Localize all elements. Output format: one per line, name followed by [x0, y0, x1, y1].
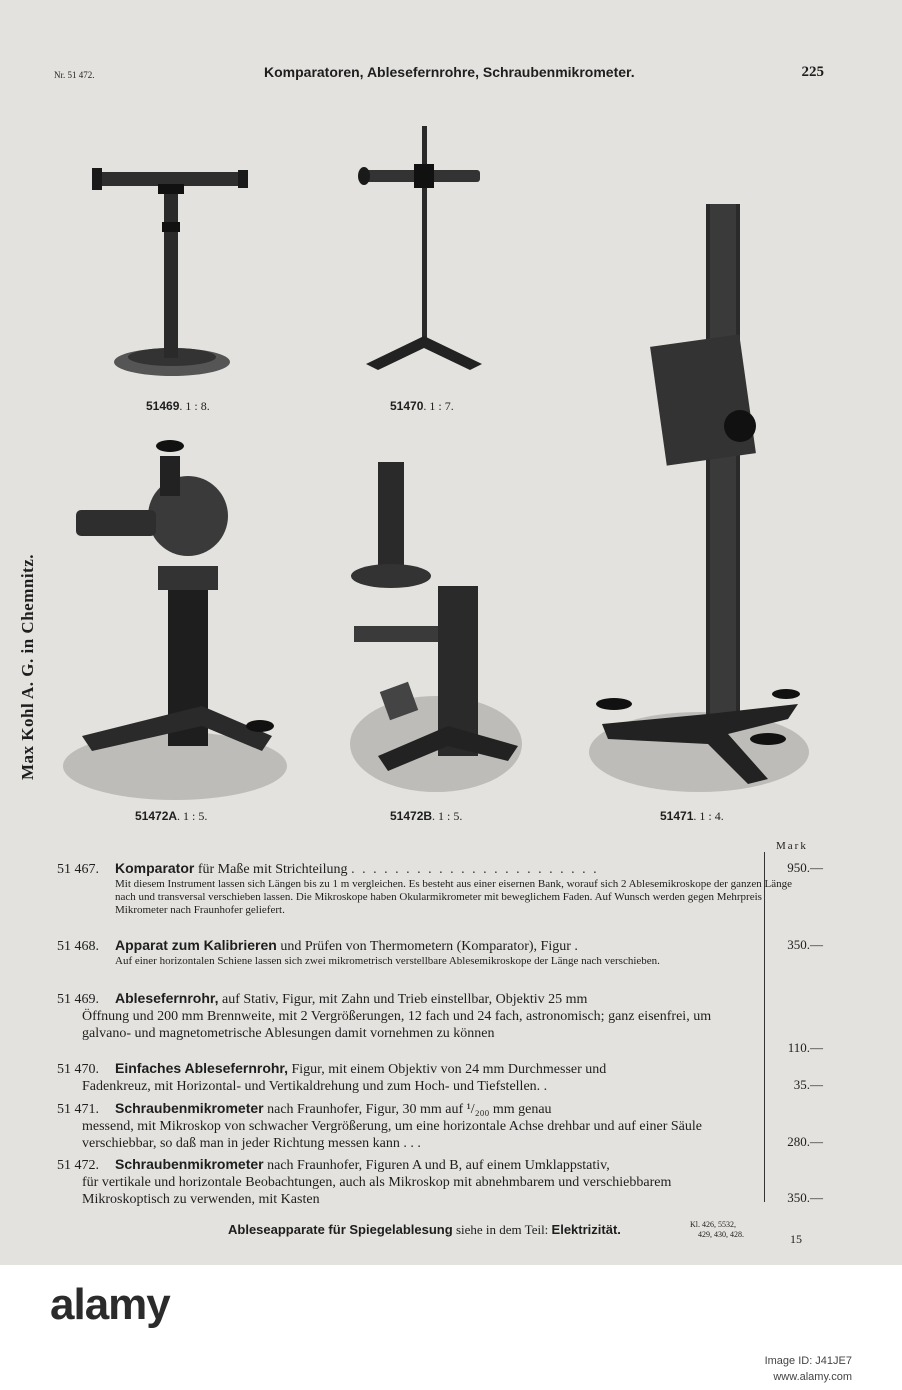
- figure-scale: 1 : 8.: [185, 399, 210, 413]
- page-header: [54, 64, 824, 84]
- class-numbers: [690, 1220, 744, 1240]
- entry-text: nach Fraunhofer, Figuren A und B, auf einem Umklappstativ,: [263, 1158, 610, 1173]
- entry-body: Fadenkreuz, mit Horizontal- und Vertikaldrehung und zum Hoch- und Tiefstellen. .: [82, 1079, 548, 1094]
- figure-caption: 51471. 1 : 4.: [660, 809, 724, 823]
- figure-id: 51469: [146, 399, 180, 413]
- catalog-entry: [57, 937, 827, 968]
- entry-number: 51 470.: [57, 1062, 99, 1077]
- class-numbers-line: 429, 430, 428.: [698, 1230, 744, 1239]
- entry-name: Komparator: [115, 860, 195, 876]
- figure-id: 51472B: [390, 809, 433, 823]
- figure-id: 51472A: [135, 809, 178, 823]
- entry-name: Schraubenmikrometer: [115, 1156, 264, 1172]
- footer-bold-b: Elektrizität.: [551, 1222, 621, 1237]
- figure-scale: 1 : 5.: [438, 809, 463, 823]
- entry-number: 51 468.: [57, 939, 99, 954]
- entry-name: Ablesefernrohr,: [115, 990, 219, 1006]
- footer-middle: siehe in dem Teil:: [452, 1222, 552, 1237]
- illustration-51471-screw-micrometer: [588, 204, 810, 800]
- entry-number: 51 472.: [57, 1158, 99, 1173]
- entry-price: 350.—: [787, 1190, 823, 1205]
- entry-name: Einfaches Ablesefernrohr,: [115, 1060, 288, 1076]
- figure-scale: 1 : 7.: [429, 399, 454, 413]
- figure-caption: 51469. 1 : 8.: [146, 399, 210, 413]
- entry-text: auf Stativ, Figur, mit Zahn und Trieb einstellbar, Objektiv 25 mm: [218, 992, 588, 1007]
- entry-text: und Prüfen von Thermometern (Komparator), Figur .: [276, 939, 578, 954]
- entry-text: nach Fraunhofer, Figur, 30 mm auf ¹/₂₀₀ mm genau: [263, 1102, 552, 1117]
- entry-number: 51 467.: [57, 862, 99, 877]
- illustration-51470-simple-telescope: [354, 126, 484, 376]
- catalog-entry: [57, 1060, 827, 1095]
- illustration-51472a-micrometer: [62, 436, 288, 802]
- entry-text: für Maße mit Strichteilung: [194, 862, 348, 877]
- side-publisher-text: Max Kohl A. G. in Chemnitz.: [18, 553, 37, 780]
- footer-bold-a: Ableseapparate für Spiegelablesung: [228, 1222, 453, 1237]
- leader-dots: . . . . . . . . . . . . . . . . . . . . . . .: [351, 862, 599, 877]
- entry-number: 51 469.: [57, 992, 99, 1007]
- footer-note: [228, 1222, 621, 1238]
- class-numbers-line: Kl. 426, 5532,: [690, 1220, 736, 1229]
- entry-name: Apparat zum Kalibrieren: [115, 937, 277, 953]
- figure-caption: 51470. 1 : 7.: [390, 399, 454, 413]
- entry-body: Öffnung und 200 mm Brennweite, mit 2 Vergrößerungen, 12 fach und 24 fach, astronomisch; ganz eisenfrei, um galvano- und magnetometrische Ablesungen damit vornehmen zu können: [82, 1009, 712, 1041]
- figure-caption: 51472B. 1 : 5.: [390, 809, 463, 823]
- entry-price: 350.—: [787, 937, 823, 952]
- figure-scale: 1 : 4.: [699, 809, 724, 823]
- figure-caption: 51472A. 1 : 5.: [135, 809, 208, 823]
- entry-body: messend, mit Mikroskop von schwacher Vergrößerung, um eine horizontale Achse drehbar und auf einer Säule verschiebbar, so daß man in jeder Richtung messen kann . . .: [82, 1119, 702, 1151]
- leaf-number: 15: [790, 1232, 802, 1246]
- entry-note: Mit diesem Instrument lassen sich Längen bis zu 1 m vergleichen. Es besteht aus einer eisernen Bank, worauf sich 2 Ablesemikroskope der ganzen Länge nach und transversal verschieben lassen. Die Mikroskope haben Okularmikrometer mit beweglichem Faden. Auf Wunsch werden gegen Mehrpreis Mikrometer nach Fraunhofer geliefert.: [115, 878, 793, 916]
- alamy-logo: alamy: [50, 1280, 170, 1329]
- entry-price: 110.—: [787, 1040, 823, 1055]
- image-id: Image ID: J41JE7: [764, 1355, 852, 1367]
- entry-price: 950.—: [787, 860, 823, 875]
- site-url: www.alamy.com: [773, 1371, 852, 1383]
- entry-price: 35.—: [793, 1077, 823, 1092]
- header-title: Komparatoren, Ablesefernrohre, Schraubenmikrometer.: [264, 64, 635, 80]
- entry-number: 51 471.: [57, 1102, 99, 1117]
- illustration-51472b-micrometer-microscope: [348, 456, 524, 802]
- figure-id: 51471: [660, 809, 694, 823]
- entry-name: Schraubenmikrometer: [115, 1100, 264, 1116]
- price-column-header: Mark: [776, 840, 808, 852]
- page-number: 225: [801, 64, 824, 80]
- catalog-entry: [57, 1156, 827, 1208]
- figure-id: 51470: [390, 399, 424, 413]
- entry-text: Figur, mit einem Objektiv von 24 mm Durchmesser und: [287, 1062, 607, 1077]
- catalog-entry: [57, 860, 827, 917]
- figure-scale: 1 : 5.: [183, 809, 208, 823]
- header-article-number: Nr. 51 472.: [54, 70, 95, 80]
- entry-note: Auf einer horizontalen Schiene lassen sich zwei mikrometrisch verstellbare Ablesemikroskope der Länge nach verschieben.: [115, 955, 660, 967]
- catalog-entry: [57, 990, 827, 1055]
- catalog-entry: [57, 1100, 827, 1152]
- entry-body: für vertikale und horizontale Beobachtungen, auch als Mikroskop mit abnehmbarem und verschiebbarem Mikroskoptisch zu verwenden, mit Kasten: [82, 1175, 672, 1207]
- entry-price: 280.—: [787, 1134, 823, 1149]
- illustration-51469-telescope: [92, 162, 252, 387]
